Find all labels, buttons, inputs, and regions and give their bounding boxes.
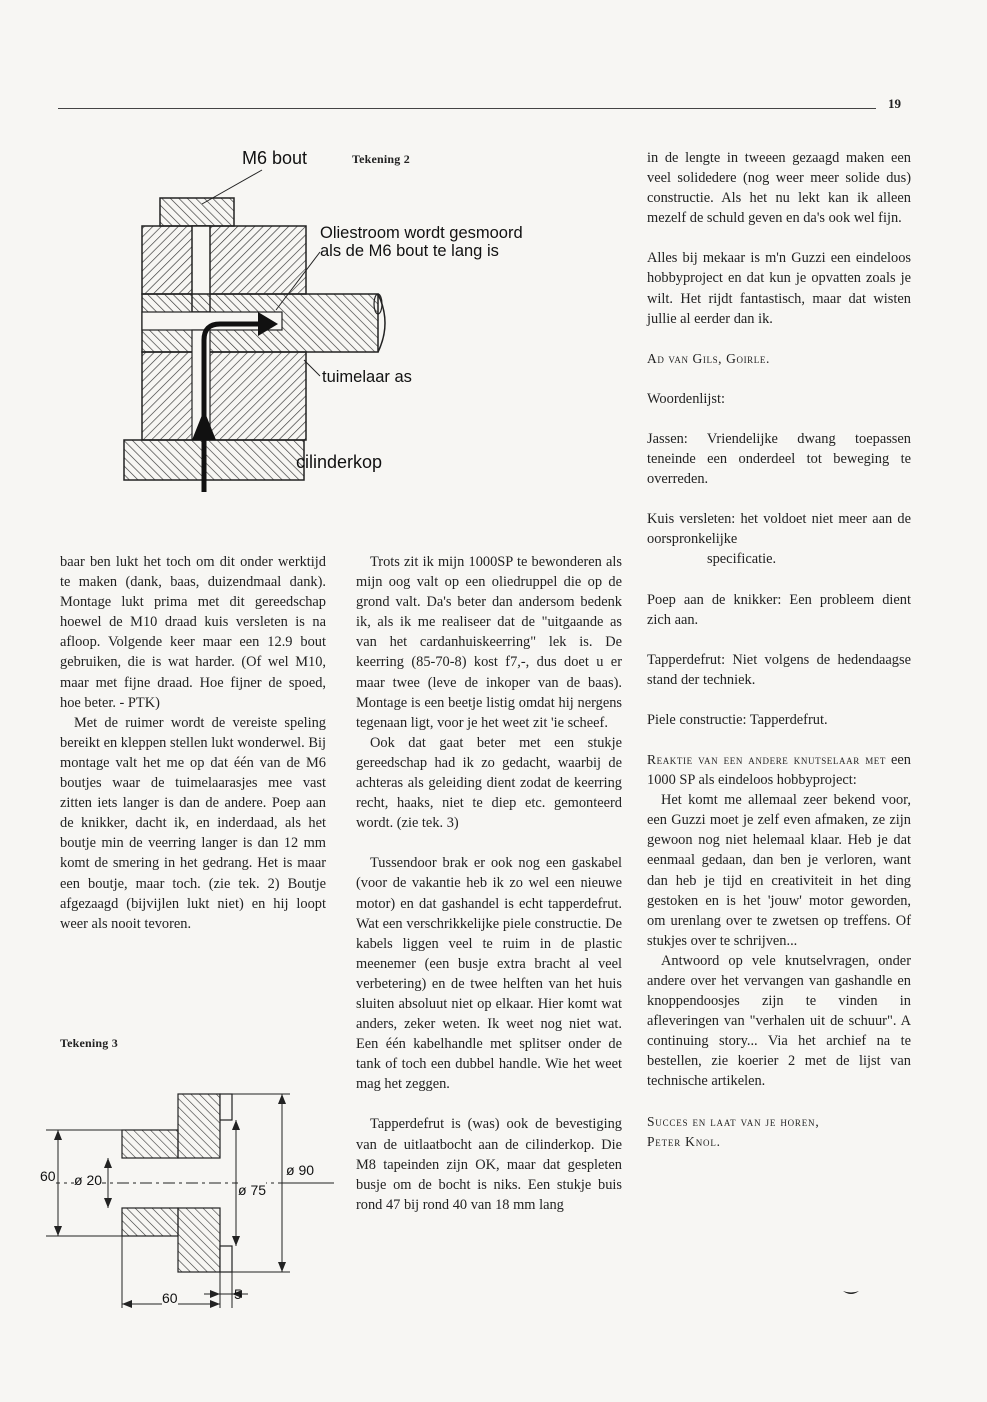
- col2-paragraph-4: Tapperdefrut is (was) ook de bevestiging van de uitlaatbocht aan de cilinderkop. Die M8 tapeinden zijn OK, maar dat gespleten busje om de bocht is niks. Een stukje buis rond 47 bij rond 40 van 18 mm lang: [356, 1116, 622, 1213]
- author-credit: Ad van Gils, Goirle.: [647, 350, 770, 366]
- cylinder-head-base: [124, 440, 304, 480]
- reply-heading-sc: Reaktie van een andere knutselaar met: [647, 751, 886, 767]
- dim-d75: ø 75: [238, 1182, 267, 1198]
- col2-paragraph-2: Ook dat gaat beter met een stukje gereedschap had ik zo gedacht, waarbij de achteras als geleiding dient zodat de keerring recht, haaks, niet te diep etc. gemonteerd wordt. (zie tek. 3): [356, 734, 622, 832]
- glossary-kuis: [647, 509, 911, 569]
- figure-2-drawing: [120, 140, 590, 500]
- label-cylinder-head: cilinderkop: [296, 452, 383, 472]
- glossary-title: Woordenlijst:: [647, 390, 725, 407]
- reply-heading-rest: een 1000 SP als eindeloos hobbyproject:: [647, 751, 911, 789]
- glossary-kuis-line: Kuis versleten: het voldoet niet meer aan de oorspronkelijke: [647, 511, 911, 548]
- signature-line-2: Peter Knol.: [647, 1133, 721, 1149]
- glossary-jassen: Jassen: Vriendelijke dwang toepassen teneinde een onderdeel tot beweging te overreden.: [647, 430, 911, 488]
- column-2: [356, 552, 622, 1215]
- page-number: 19: [888, 96, 901, 111]
- figure-3-drawing: [38, 1086, 338, 1316]
- glossary-kuis-cont: specificatie.: [707, 551, 777, 568]
- column-1: [60, 552, 326, 934]
- column-3: [647, 148, 911, 1152]
- figure-3: [38, 1086, 338, 1316]
- reply-heading: [647, 750, 911, 790]
- label-m6-bolt: M6 bout: [242, 148, 308, 168]
- dim-5: 5: [234, 1286, 242, 1302]
- label-rocker-shaft: tuimelaar as: [322, 368, 412, 386]
- support-block: [142, 226, 306, 294]
- bolt-head: [160, 198, 234, 226]
- col1-paragraph-2: Met de ruimer wordt de vereiste speling bereikt en kleppen stellen lukt wonderwel. Bij montage valt het me op dat één van de M6 boutjes waar de tuimelaarasjes mee vast zitten iets langer is dan de andere. Poep aan de knikker, dacht ik, en inderdaad, als het boutje min de veerring langer is dan 12 mm komt de smering in het gedrang. Het is maar een boutje, maar toch. (zie tek. 2) Boutje afgezaagd (bijvijlen lukt niet) en hij loopt weer als nooit tevoren.: [60, 714, 326, 932]
- col2-paragraph-1: Trots zit ik mijn 1000SP te bewonderen als mijn oog valt op een oliedruppel die op de grond valt. Da's beter dan andersom bedenk ik, als ik me realiseer dat de "uitgaande as van het cardanhuiskeerring" lek is. De keerring (85-70-8) kost f7,-, dus doet u er maar twee (leve de inkoper van de baas). Montage is een beetje listig omdat hij nergens tegenaan ligt, voor je het weet zit 'ie scheef.: [356, 554, 622, 731]
- glossary-poep: Poep aan de knikker: Een probleem dient zich aan.: [647, 591, 911, 628]
- dim-d20: ø 20: [74, 1172, 103, 1188]
- glossary-piele: Piele constructie: Tapperdefrut.: [647, 711, 828, 728]
- end-mark-icon: [842, 1284, 860, 1292]
- reply-paragraph-1: Het komt me allemaal zeer bekend voor, een Guzzi moet je zelf even afmaken, ze zijn gewoon nog niet helemaal klaar. Heb je dat eenmaal gedaan, dan ben je verloren, want dan heb je tijd en creativiteit in het ding gestoken en is het 'jouw' motor geworden, om urenlang over te zwetsen op treffens. Of stukjes over te schrijven...: [647, 792, 911, 949]
- label-oil-flow-1: Oliestroom wordt gesmoord: [320, 224, 523, 242]
- reply-paragraph-2: Antwoord op vele knutselvragen, onder andere over het vervangen van gashandle en knoppendoosjes zijn te vinden in afleveringen van "verhalen uit de schuur". A continuing story... Via het archief na te bestellen, zie koerier 2 met de lijst van technische artikelen.: [647, 952, 911, 1090]
- top-rule: [58, 108, 876, 109]
- dim-60-bottom: 60: [162, 1290, 178, 1306]
- col3-paragraph-2: Alles bij mekaar is m'n Guzzi een eindeloos hobbyproject en dat kun je opvatten zoals je wilt. Het rijdt fantastisch, maar dat wisten jullie al eerder dan ik.: [647, 250, 911, 327]
- col3-paragraph-1: in de lengte in tweeen gezaagd maken een veel solidedere (nog weer meer solide dus) constructie. Als het nu lekt kan ik alleen mezelf de schuld geven en da's ook wel fijn.: [647, 150, 911, 227]
- signature-line-1: Succes en laat van je horen,: [647, 1113, 820, 1129]
- figure-3-caption: Tekening 3: [60, 1036, 118, 1050]
- glossary-tapperdefrut: Tapperdefrut: Niet volgens de hedendaagse stand der techniek.: [647, 651, 911, 688]
- lower-block: [142, 352, 306, 440]
- dim-60-left: 60: [40, 1168, 56, 1184]
- figure-2: [120, 140, 590, 500]
- col2-paragraph-3: Tussendoor brak er ook nog een gaskabel (voor de vakantie heb ik zo wel een nieuwe motor) en dat gashandel is echt tapperdefrut. Wat een verschrikkelijke piele constructie. De kabels liggen veel te ruim in de plastic meenemer (een busje extra bracht al veel verbetering) en de twee helften van het huis sluiten absoluut niet op elkaar. Hier komt wat anders, zeker weten. Ik weet nog niet wat. Een één kabelhandle met splitser onder de tank of toch een dubbel handle. Wie het weet mag het zeggen.: [356, 855, 622, 1093]
- figure-2-caption: Tekening 2: [352, 152, 410, 166]
- col1-paragraph-1: baar ben lukt het toch om dit onder werktijd te maken (dank, baas, duizendmaal dank). Montage lukt prima met dit gereedschap hoewel de M10 draad kuis versleten is na afloop. Volgende keer maar een 12.9 bout gebruiken, die is wat harder. (Of wel M10, maar met fijne draad. Hoe fijner de spoed, hoe beter. - PTK): [60, 554, 326, 711]
- label-oil-flow-2: als de M6 bout te lang is: [320, 242, 499, 260]
- dim-d90: ø 90: [286, 1162, 315, 1178]
